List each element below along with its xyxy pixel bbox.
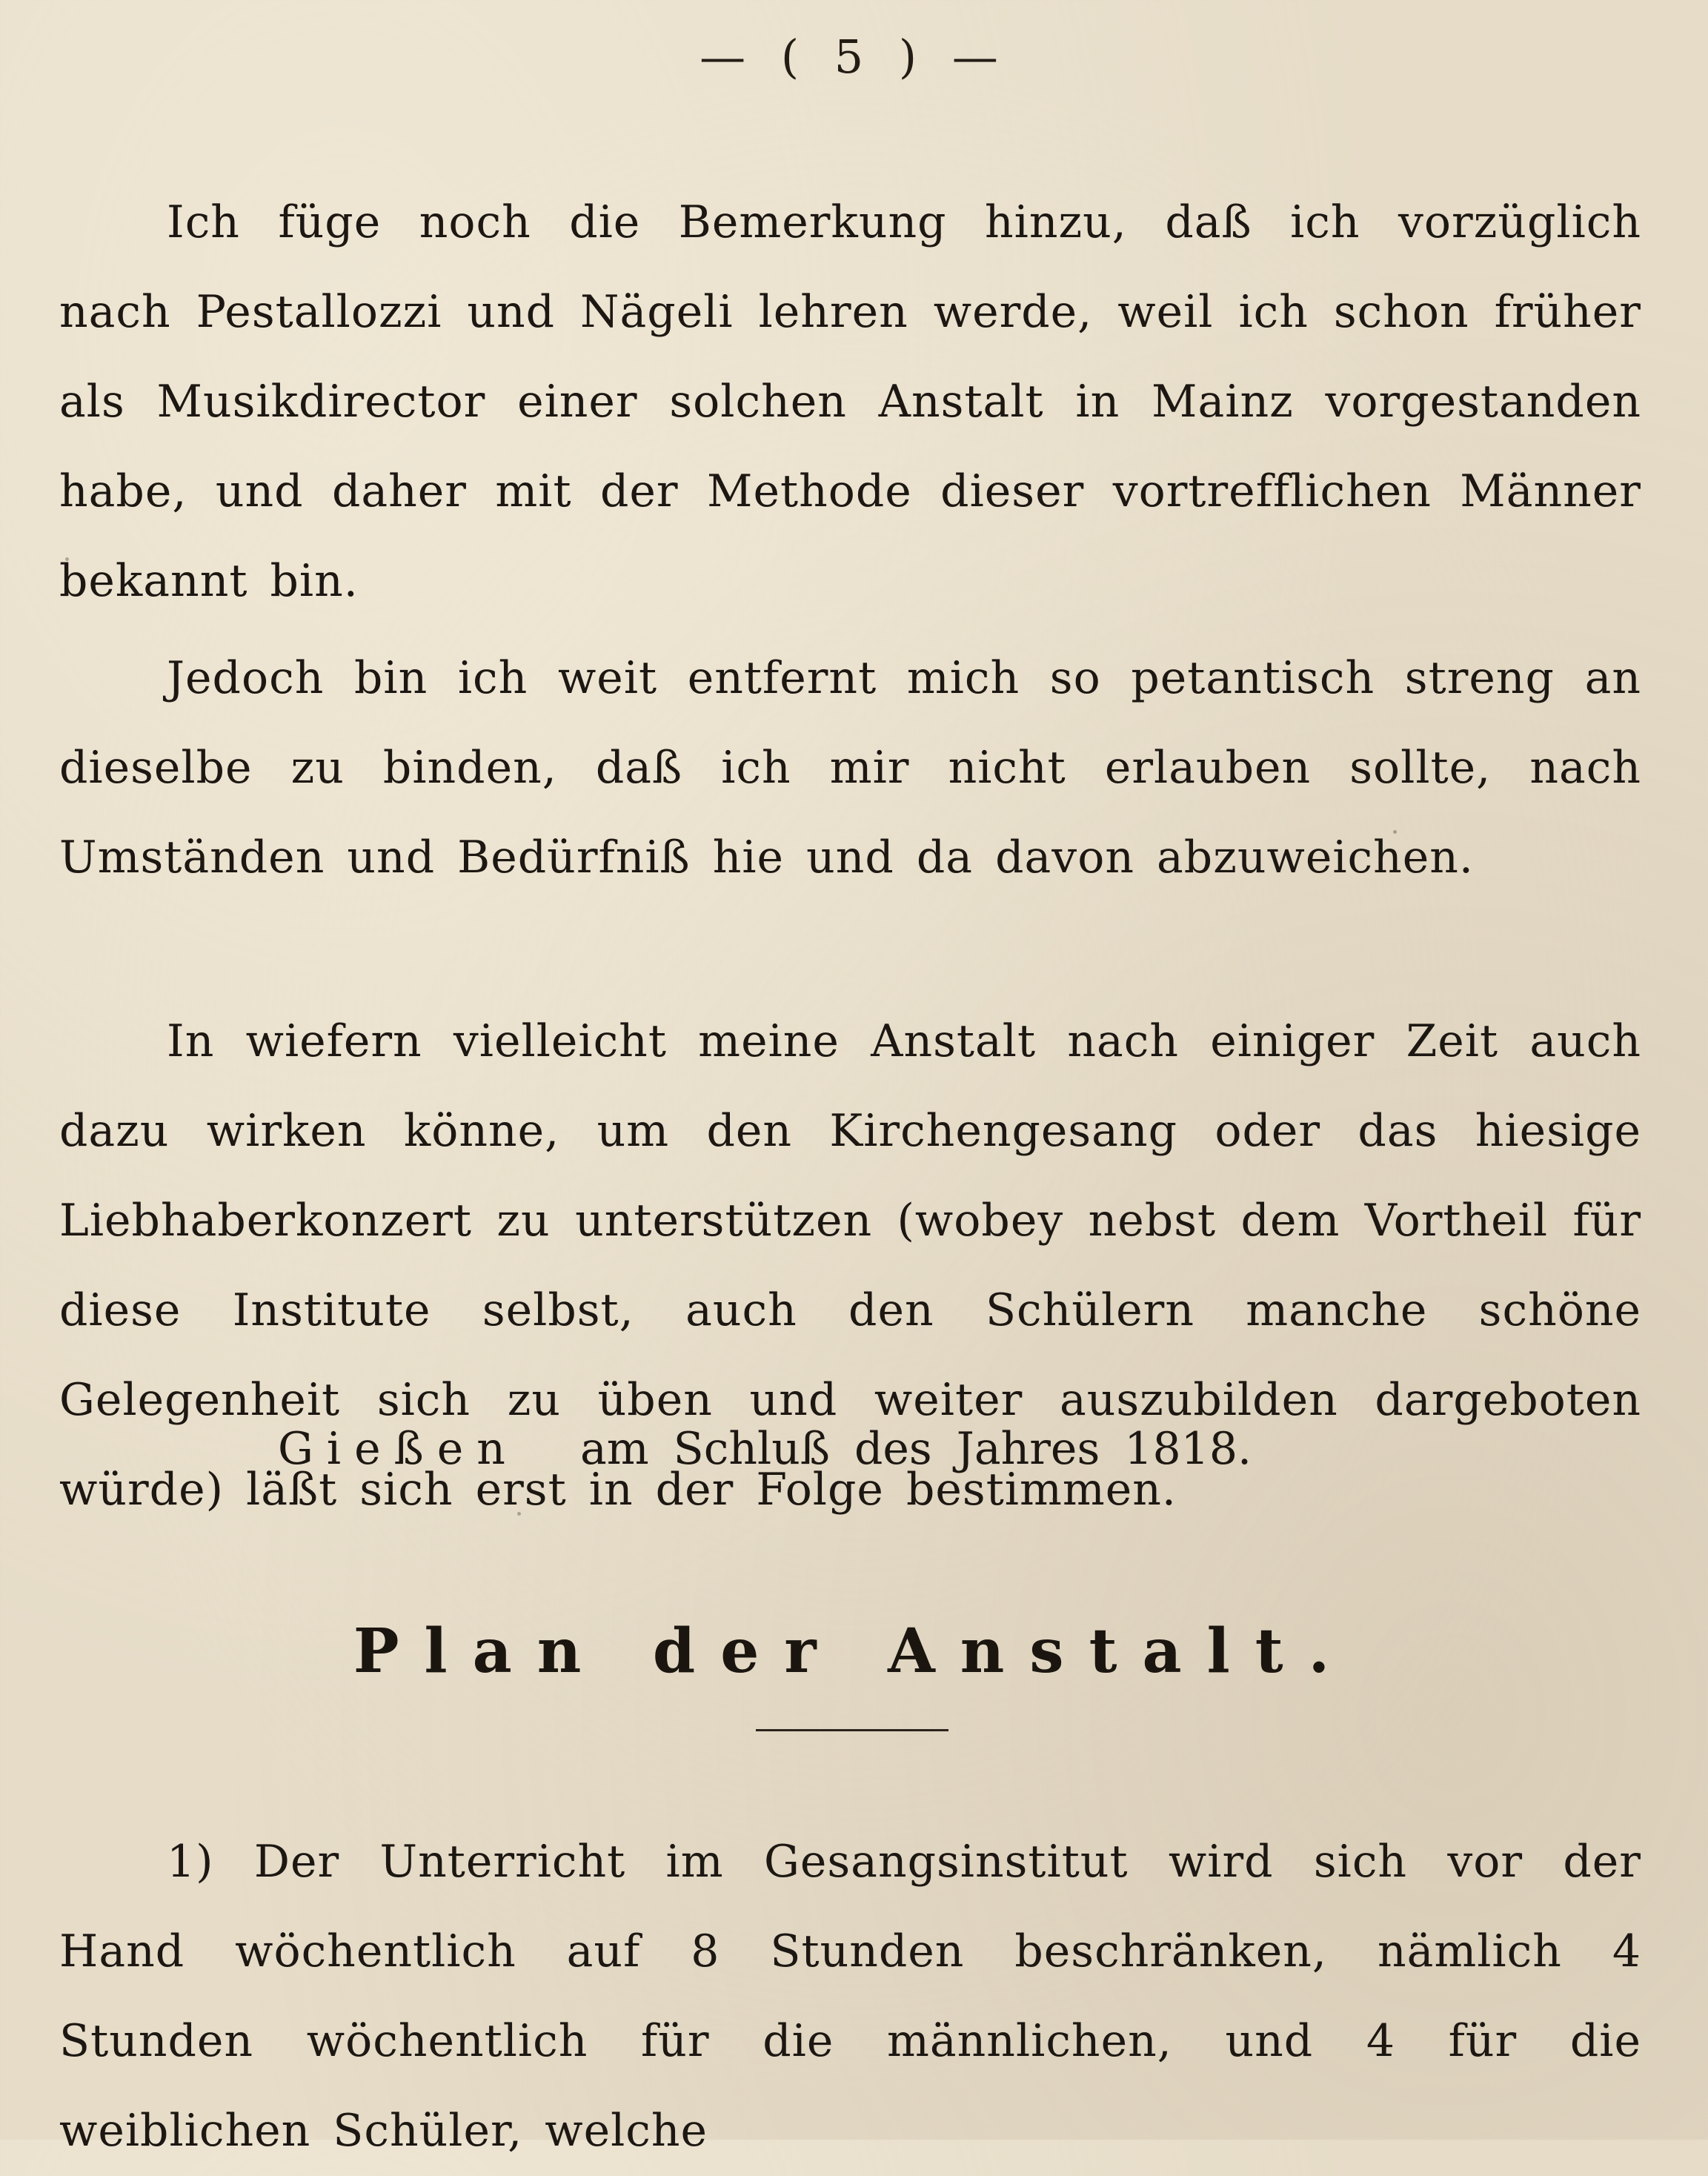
paragraph-remark: Ich füge noch die Bemerkung hinzu, daß ich vorzüglich nach Pestallozzi und Nägeli lehren werde, weil ich schon früher als Musikdirector einer solchen Anstalt in Mainz vorgestanden habe, und daher mit der Methode dieser vortrefflichen Männer bekannt bin.	[59, 196, 1641, 607]
paper-speck	[1393, 830, 1397, 834]
paragraph-institute: In wiefern vielleicht meine Anstalt nach einiger Zeit auch dazu wirken könne, um den Kirchengesang oder das hiesige Liebhaberkonzert zu unterstützen (wobey nebst dem Vortheil für diese Institute selbst, auch den Schülern manche schöne Gelegenheit sich zu üben und weiter auszubilden dargeboten würde) läßt sich erst in der Folge bestimmen.	[59, 1015, 1641, 1516]
paragraph-method: Jedoch bin ich weit entfernt mich so petantisch streng an dieselbe zu binden, daß ich mir nicht erlauben sollte, nach Umständen und Bedürfniß hie und da davon abzuweichen.	[59, 652, 1641, 883]
paper-speck	[517, 1512, 521, 1516]
section-divider	[756, 1729, 948, 1731]
signature-date: am Schluß des Jahres 1818.	[579, 1423, 1252, 1475]
signature-line	[278, 1404, 1252, 1494]
page-number: — ( 5 ) —	[700, 30, 1008, 84]
paragraph-plan-1: 1) Der Unterricht im Gesangsinstitut wird sich vor der Hand wöchentlich auf 8 Stunden beschränken, nämlich 4 Stunden wöchentlich für die männlichen, und 4 für die weiblichen Schüler, welche	[59, 1836, 1641, 2157]
paper-speck	[65, 557, 69, 561]
paper-speck	[1052, 1497, 1056, 1501]
section-title: Plan der Anstalt.	[353, 1616, 1355, 1687]
signature-place: Gießen	[278, 1423, 519, 1475]
